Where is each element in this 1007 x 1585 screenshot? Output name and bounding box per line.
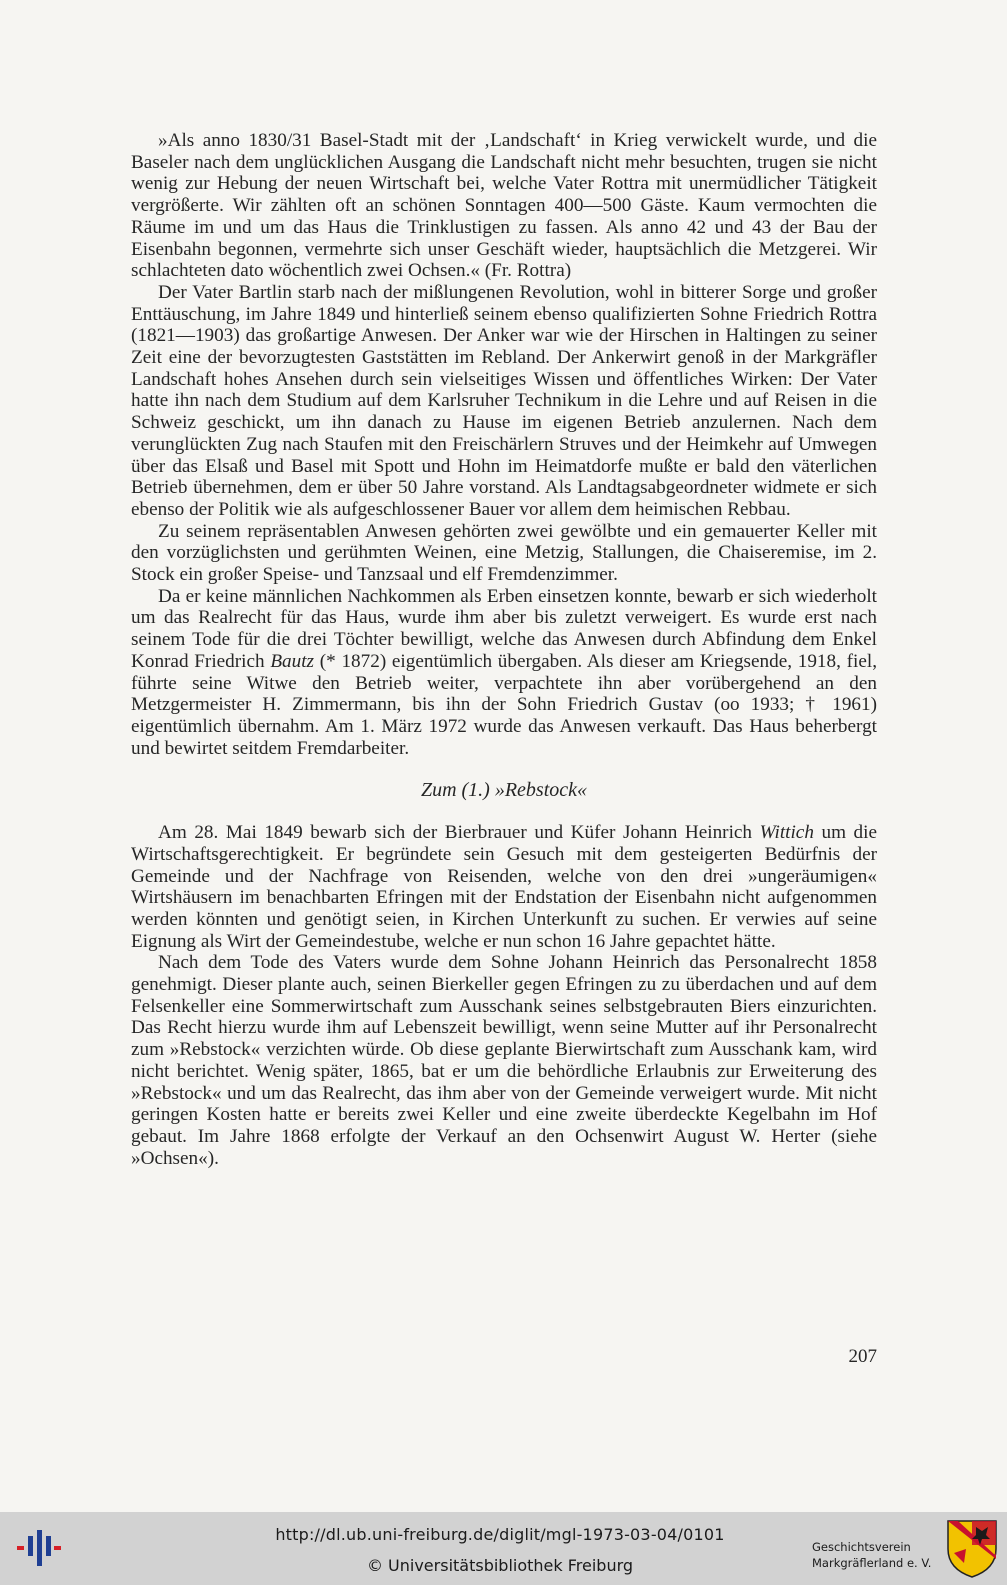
society-line-2: Markgräflerland e. V. (812, 1556, 932, 1570)
body-text (131, 130, 877, 1169)
page-number: 207 (848, 1346, 877, 1367)
society-line-1: Geschichtsverein (812, 1540, 911, 1554)
paragraph-5 (131, 822, 877, 952)
section-heading: Zum (1.) »Rebstock« (420, 779, 588, 802)
copyright-text: © Universitätsbibliothek Freiburg (366, 1556, 634, 1575)
paragraph-3: Zu seinem repräsentablen Anwesen gehörten zwei gewölbte und ein gemauerter Keller mit den vorzüglichsten und gerühmten Weinen, eine Metzig, Stallungen, die Chaiseremise, im 2. Stock ein großer Speise- und Tanzsaal und elf Fremdenzimmer. (131, 520, 877, 586)
paragraph-5-text-a: Am 28. Mai 1849 bewarb sich der Bierbrauer und Küfer Johann Heinrich (158, 822, 760, 844)
paragraph-4-text-b: (* 1872) eigentümlich übergaben. Als dieser am Kriegsende, 1918, fiel, führte seine Witwe den Betrieb weiter, verpachtete ihn aber vorübergehend an den Metzgermeister H. Zimmermann, bis ihn der Sohn Friedrich Gustav (oo 1933; † 1961) eigentümlich übernahm. Am 1. März 1972 wurde das Anwesen verkauft. Das Haus beherbergt und bewirtet seitdem Fremdarbeiter. (131, 650, 877, 759)
name-wittich: Wittich (759, 822, 814, 844)
paragraph-4-text-a: Da er keine männlichen Nachkommen als Erben einsetzen konnte, bewarb er sich wiederholt um das Realrecht für das Haus, wurde ihm aber bis zuletzt verweigert. Es wurde erst nach seinem Tode für die drei Töchter bewilligt, welche das Anwesen durch Abfindung dem Enkel Konrad Friedrich (131, 585, 877, 672)
paragraph-6: Nach dem Tode des Vaters wurde dem Sohne Johann Heinrich das Personalrecht 1858 genehmigt. Dieser plante auch, seinen Bierkeller gegen Efringen zu zu überdachen und auf dem Felsenkeller eine Sommerwirtschaft zum Ausschank seines selbstgebrauten Biers einzurichten. Das Recht hierzu wurde ihm auf Lebenszeit bewilligt, wenn seine Mutter auf ihr Personalrecht zum »Rebstock« verzichten würde. Ob diese geplante Bierwirtschaft zum Ausschank kam, wird nicht berichtet. Wenig später, 1865, bat er um die behördliche Erlaubnis zur Erweiterung des »Rebstock« und um das Realrecht, das ihm aber von der Gemeinde verweigert wurde. Mit nicht geringen Kosten hatte er bereits zwei Keller und eine zweite überdeckte Kegelbahn im Hof gebaut. Im Jahre 1868 erfolgte der Verkauf an den Ochsenwirt August W. Herter (siehe »Ochsen«). (131, 952, 877, 1169)
coat-of-arms-icon (946, 1519, 998, 1579)
footer-bar (0, 1512, 1007, 1585)
paragraph-4 (131, 586, 877, 760)
permalink-url[interactable]: http://dl.ub.uni-freiburg.de/diglit/mgl-1973-03-04/0101 (275, 1525, 725, 1544)
paragraph-2: Der Vater Bartlin starb nach der mißlungenen Revolution, wohl in bitterer Sorge und großer Enttäuschung, im Jahre 1849 und hinterließ seinem ebenso qualifizierten Sohne Friedrich Rottra (1821—1903) das großartige Anwesen. Der Anker war wie der Hirschen in Haltingen zu seiner Zeit eine der bevorzugtesten Gaststätten im Rebland. Der Ankerwirt genoß in der Markgräfler Landschaft hohes Ansehen durch sein vielseitiges Wissen und öffentliches Wirken: Der Vater hatte ihn nach dem Studium auf dem Karlsruher Technikum in die Lehre und auf Reisen in die Schweiz geschickt, um ihn danach zu Hause im eigenen Betrieb anzulernen. Nach dem verunglückten Zug nach Staufen mit den Freischärlern Struves und der Heimkehr auf Umwegen über das Elsaß und Basel mit Spott und Hohn im Heimatdorfe mußte er bald den väterlichen Betrieb übernehmen, dem er über 50 Jahre vorstand. Als Landtagsabgeordneter widmete er sich ebenso der Politik wie als aufgeschlossener Bauer vor allem dem heimischen Rebbau. (131, 281, 877, 520)
paragraph-1: »Als anno 1830/31 Basel-Stadt mit der ‚Landschaft‘ in Krieg verwickelt wurde, und die Baseler nach dem unglücklichen Ausgang die Landschaft nicht mehr besuchten, trugen sie nicht wenig zur Hebung der neuen Wirtschaft bei, welche Vater Rottra mit unermüdlicher Tätigkeit vergrößerte. Wir zählten oft an schönen Sonntagen 400—500 Gäste. Kaum vermochten die Räume im und um das Haus die Trinklustigen zu fassen. Als anno 42 und 43 der Bau der Eisenbahn begonnen, vermehrte sich unser Geschäft wieder, hauptsächlich die Metzgerei. Wir schlachteten dato wöchentlich zwei Ochsen.« (Fr. Rottra) (131, 130, 877, 282)
ub-freiburg-logo-icon (14, 1524, 64, 1574)
name-bautz: Bautz (270, 650, 315, 672)
society-name (812, 1539, 942, 1571)
paragraph-5-text-b: um die Wirtschaftsgerechtigkeit. Er begründete sein Gesuch mit dem gesteigerten Bedürfnis der Gemeinde und der Nachfrage von Reisenden, welche von den drei »ungeräumigen« Wirtshäusern im benachbarten Efringen mit der Endstation der Eisenbahn nicht aufgenommen werden könnten und genötigt seien, in Kirchen Unterkunft zu suchen. Er verwies auf seine Eignung als Wirt der Gemeindestube, welche er nun schon 16 Jahre gepachtet hätte. (131, 822, 877, 952)
